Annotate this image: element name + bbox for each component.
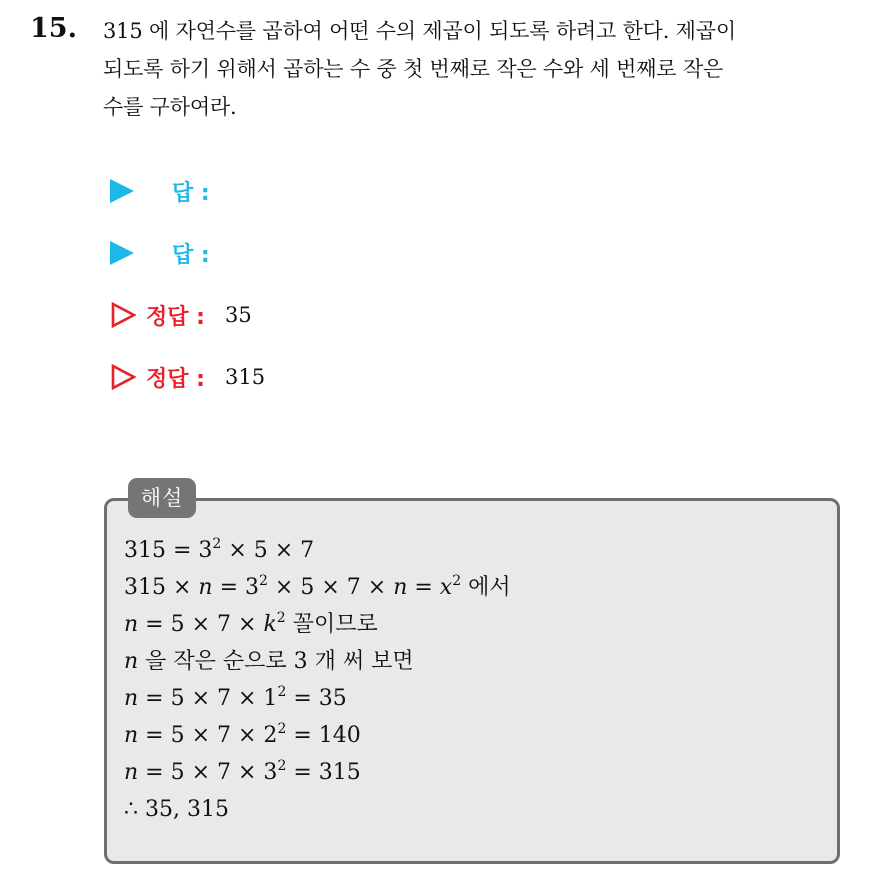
solution-korean: 을 작은 순으로 3 개 써 보면 <box>145 649 414 674</box>
answer-label: 답 : <box>172 180 210 206</box>
solution-korean: 꼴이므로 <box>292 612 378 637</box>
solution-line: $n = 5 \times 7 \times 3^2 = 315$ <box>124 758 361 785</box>
question-line: 315 에 자연수를 곱하여 어떤 수의 제곱이 되도록 하려고 한다. 제곱이 <box>103 19 736 43</box>
solution-line: $n = 5 \times 7 \times k^2$ 꼴이므로 <box>124 610 378 637</box>
correct-answer-label: 정답 : <box>146 366 205 392</box>
play-outline-icon <box>110 364 136 390</box>
play-outline-icon <box>110 302 136 328</box>
question-line: 수를 구하여라. <box>103 95 237 119</box>
solution-korean: 에서 <box>468 575 511 600</box>
solution-line: $n = 5 \times 7 \times 2^2 = 140$ <box>124 721 361 748</box>
answer-blank-row <box>110 222 265 284</box>
correct-answer-value: 315 <box>224 365 266 389</box>
correct-answer-row <box>110 284 265 346</box>
solution-lines <box>124 532 511 828</box>
solution-tag: 해설 <box>128 478 196 518</box>
play-icon <box>110 179 134 203</box>
solution-conclusion: ∴ 35, 315 <box>124 797 229 822</box>
solution-line: n 을 작은 순으로 3 개 써 보면 <box>124 649 414 674</box>
solution-line: $315 = 3^2 \times 5 \times 7$ <box>124 536 315 563</box>
question-text <box>103 12 873 126</box>
play-icon <box>110 241 134 265</box>
correct-answer-row <box>110 346 265 408</box>
question-number: 15. <box>30 13 77 44</box>
solution-line: $n = 5 \times 7 \times 1^2 = 35$ <box>124 684 347 711</box>
question-line: 되도록 하기 위해서 곱하는 수 중 첫 번째로 작은 수와 세 번째로 작은 <box>103 57 724 81</box>
answer-section <box>110 160 265 408</box>
answer-label: 답 : <box>172 242 210 268</box>
correct-answer-value: 35 <box>224 303 252 327</box>
solution-line: $315 \times n = 3^2 \times 5 \times 7 \times n = x^2$ 에서 <box>124 573 511 600</box>
answer-blank-row <box>110 160 265 222</box>
correct-answer-label: 정답 : <box>146 304 205 330</box>
